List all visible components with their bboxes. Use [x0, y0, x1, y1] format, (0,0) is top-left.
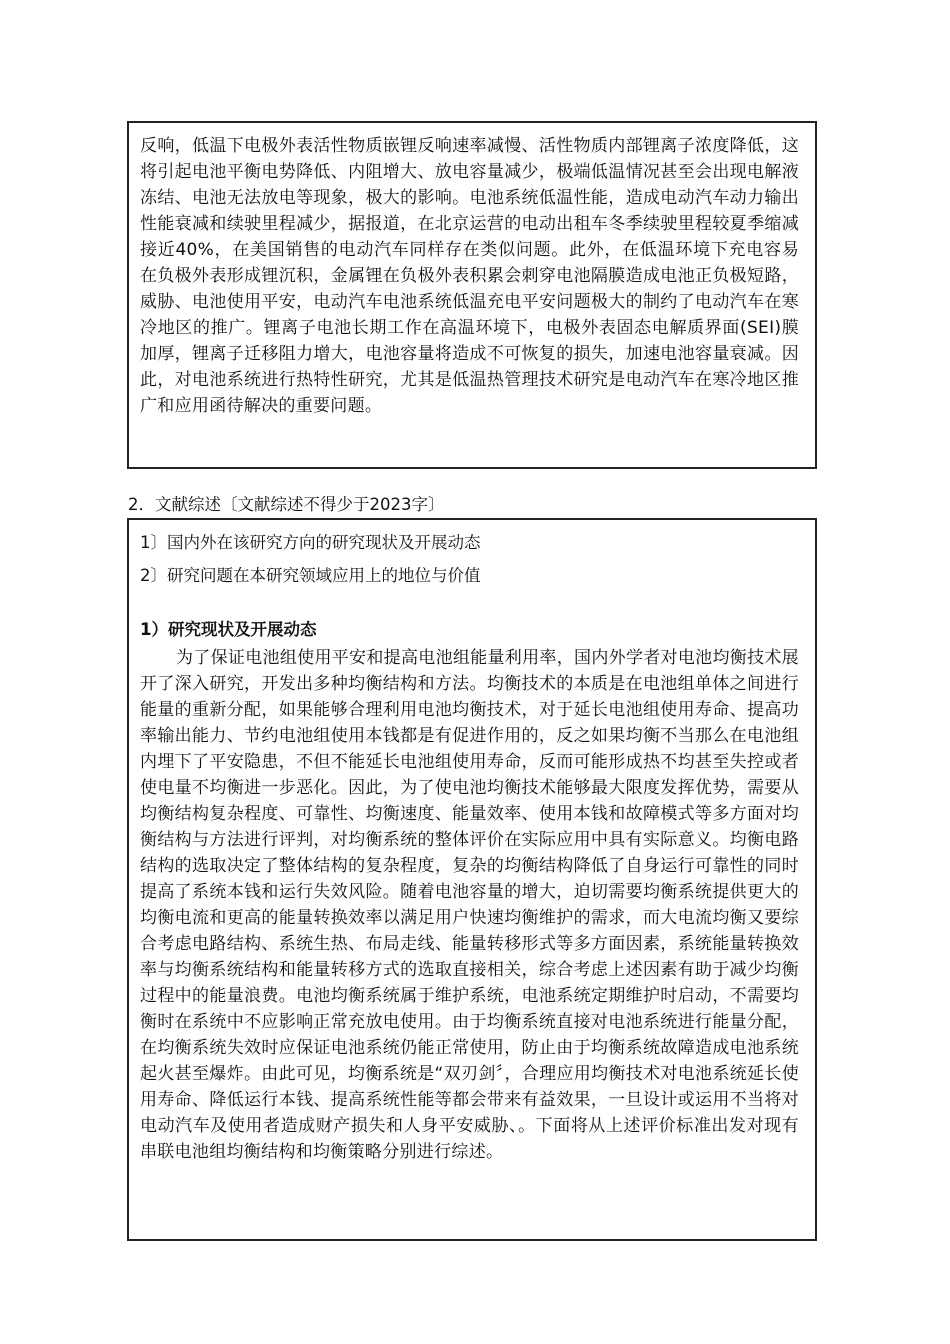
- background-paragraph: 反响，低温下电极外表活性物质嵌锂反响速率减慢、活性物质内部锂离子浓度降低，这将引起电池平衡电势降低、内阻增大、放电容量减少，极端低温情况甚至会出现电解液冻结、电池无法放电等现象，极大的影响。电池系统低温性能，造成电动汽车动力输出性能衰减和续驶里程减少，据报道，在北京运营的电动出租车冬季续驶里程较夏季缩减接近40%，在美国销售的电动汽车同样存在类似问题。此外，在低温环境下充电容易在负极外表形成锂沉积，金属锂在负极外表积累会刺穿电池隔膜造成电池正负极短路，威胁、电池使用平安，电动汽车电池系统低温充电平安问题极大的制约了电动汽车在寒冷地区的推广。锂离子电池长期工作在高温环境下，电极外表固态电解质界面(SEI)膜加厚，锂离子迁移阻力增大，电池容量将造成不可恢复的损失，加速电池容量衰减。因此，对电池系统进行热特性研究，尤其是低温热管理技术研究是电动汽车在寒冷地区推广和应用函待解决的重要问题。: [140, 136, 799, 416]
- review-paragraph: 为了保证电池组使用平安和提高电池组能量利用率，国内外学者对电池均衡技术展开了深入研究，开发出多种均衡结构和方法。均衡技术的本质是在电池组单体之间进行能量的重新分配，如果能够合理利用电池均衡技术，对于延长电池组使用寿命、提高功率输出能力、节约电池组使用本钱都是有促进作用的，反之如果均衡不当那么在电池组内埋下了平安隐患，不但不能延长电池组使用寿命，反而可能形成热不均甚至失控或者使电量不均衡进一步恶化。因此，为了使电池均衡技术能够最大限度发挥优势，需要从均衡结构复杂程度、可靠性、均衡速度、能量效率、使用本钱和故障模式等多方面对均衡结构与方法进行评判，对均衡系统的整体评价在实际应用中具有实际意义。均衡电路结构的选取决定了整体结构的复杂程度，复杂的均衡结构降低了自身运行可靠性的同时提高了系统本钱和运行失效风险。随着电池容量的增大，迫切需要均衡系统提供更大的均衡电流和更高的能量转换效率以满足用户快速均衡维护的需求，而大电流均衡又要综合考虑电路结构、系统生热、布局走线、能量转移形式等多方面因素，系统能量转换效率与均衡系统结构和能量转移方式的选取直接相关，综合考虑上述因素有助于减少均衡过程中的能量浪费。电池均衡系统属于维护系统，电池系统定期维护时启动，不需要均衡时在系统中不应影响正常充放电使用。由于均衡系统直接对电池系统进行能量分配，在均衡系统失效时应保证电池系统仍能正常使用，防止由于均衡系统故障造成电池系统起火甚至爆炸。由此可见，均衡系统是“双刃剑〞，合理应用均衡技术对电池系统延长使用寿命、降低运行本钱、提高系统性能等都会带来有益效果，一旦设计或运用不当将对电动汽车及使用者造成财产损失和人身平安威胁、。下面将从上述评价标准出发对现有串联电池组均衡结构和均衡策略分别进行综述。: [140, 648, 799, 1162]
- literature-review-box: [127, 518, 817, 1241]
- requirement-item: 2〕研究问题在本研究领域应用上的地位与价值: [140, 566, 481, 585]
- section-title: 2．文献综述〔文献综述不得少于2023字〕: [128, 495, 445, 514]
- requirement-item: 1〕国内外在该研究方向的研究现状及开展动态: [140, 533, 481, 552]
- subsection-heading: 1）研究现状及开展动态: [140, 620, 317, 639]
- background-text-box: [127, 121, 817, 469]
